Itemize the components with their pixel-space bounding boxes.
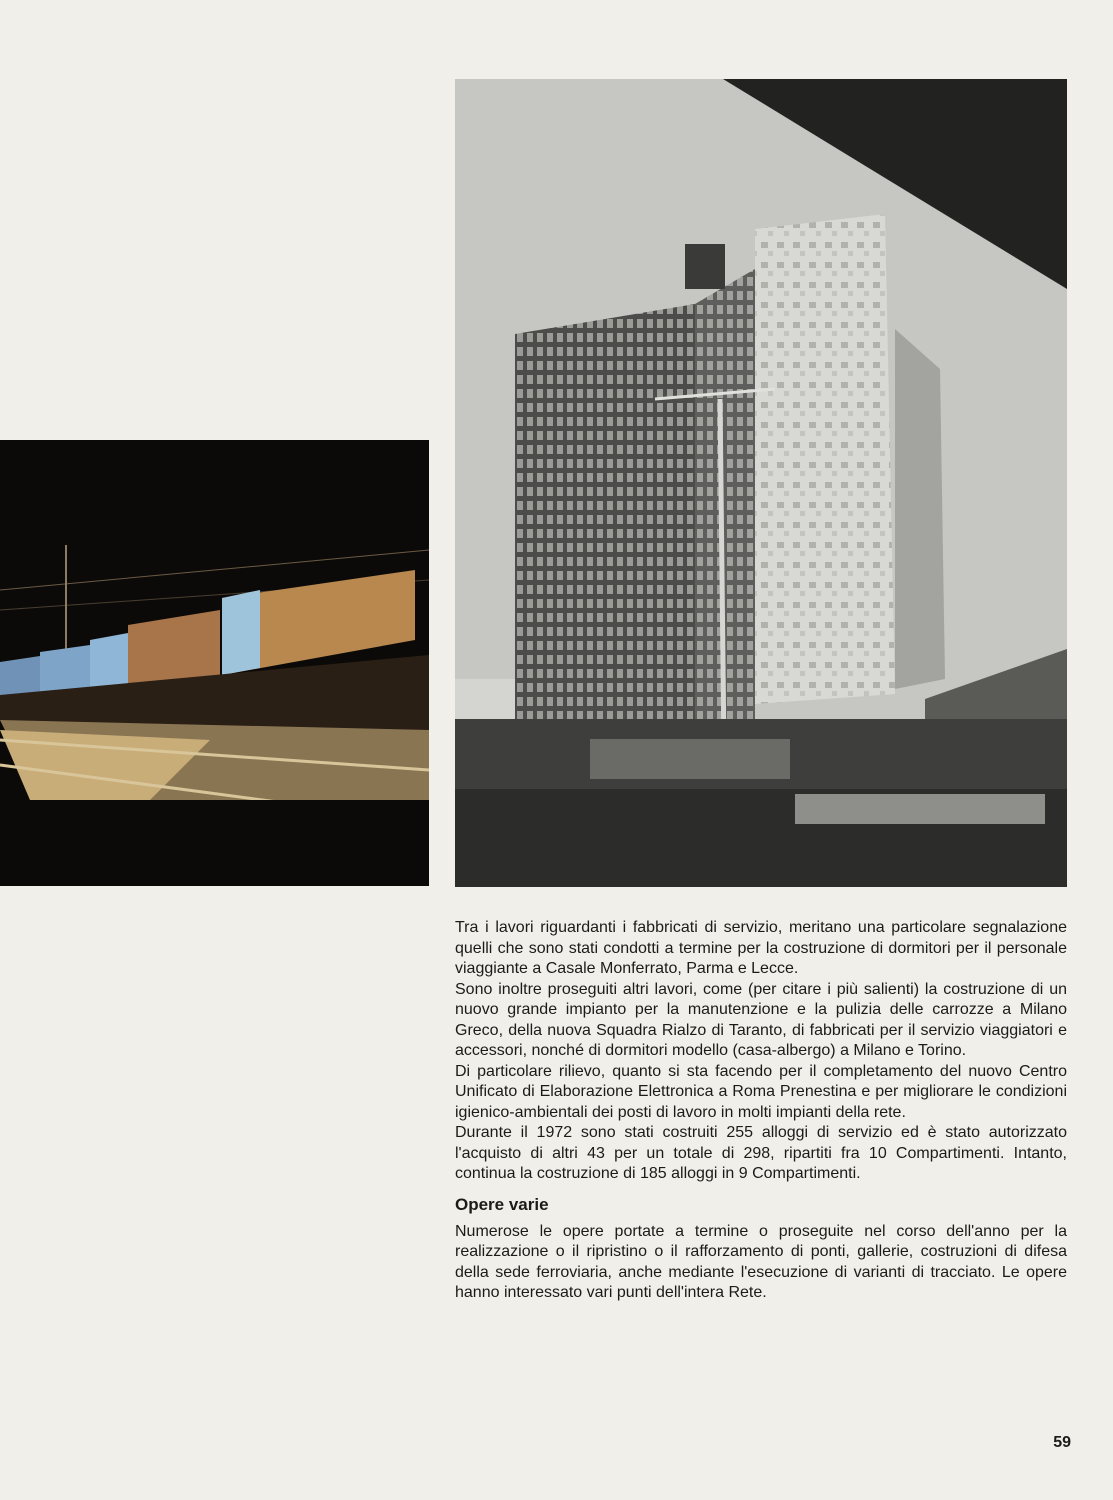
paragraph-dormitories: Tra i lavori riguardanti i fabbricati di servizio, meritano una particolare segnalazione quelli che sono stati condotti a termine per la costruzione di dormitori per il personale viaggiante a Casale Monferrato, Parma e Lecce. <box>455 919 1067 977</box>
section-heading: Opere varie <box>455 1194 549 1214</box>
paragraph-housing: Durante il 1972 sono stati costruiti 255 alloggi di servizio ed è stato autorizzato l'acquisto di altri 43 per un totale di 298, ripartiti fra 10 Compartimenti. Intanto, continua la costruzione di 185 alloggi in 9 Compartimenti. <box>455 1124 1067 1182</box>
paragraph-ongoing-works: Sono inoltre proseguiti altri lavori, come (per citare i più salienti) la costruzione di un nuovo grande impianto per la manutenzione e la pulizia delle carrozze a Milano Greco, della nuova Squadra Rialzo di Taranto, di fabbricati per il servizio viaggiatori e accessori, nonché di dormitori modello (casa-albergo) a Milano e Torino. <box>455 980 1067 1059</box>
office-tower-illustration <box>455 79 1067 887</box>
freight-train-illustration <box>0 440 429 886</box>
page-number: 59 <box>1053 1434 1071 1451</box>
paragraph-various-works: Numerose le opere portate a termine o proseguite nel corso dell'anno per la realizzazione o il ripristino o il rafforzamento di ponti, gallerie, costruzioni di difesa della sede ferroviaria, anche mediante l'esecuzione di varianti di tracciato. Le opere hanno interessato vari punti dell'intera Rete. <box>455 1222 1067 1301</box>
paragraph-data-center: Di particolare rilievo, quanto si sta facendo per il completamento del nuovo Centro Unificato di Elaborazione Elettronica a Roma Prenestina e per migliorare le condizioni igienico-ambientali dei posti di lavoro in molti impianti della rete. <box>455 1062 1067 1121</box>
article-text <box>455 918 1067 1304</box>
office-tower-photo <box>455 79 1067 887</box>
freight-train-photo <box>0 440 429 886</box>
